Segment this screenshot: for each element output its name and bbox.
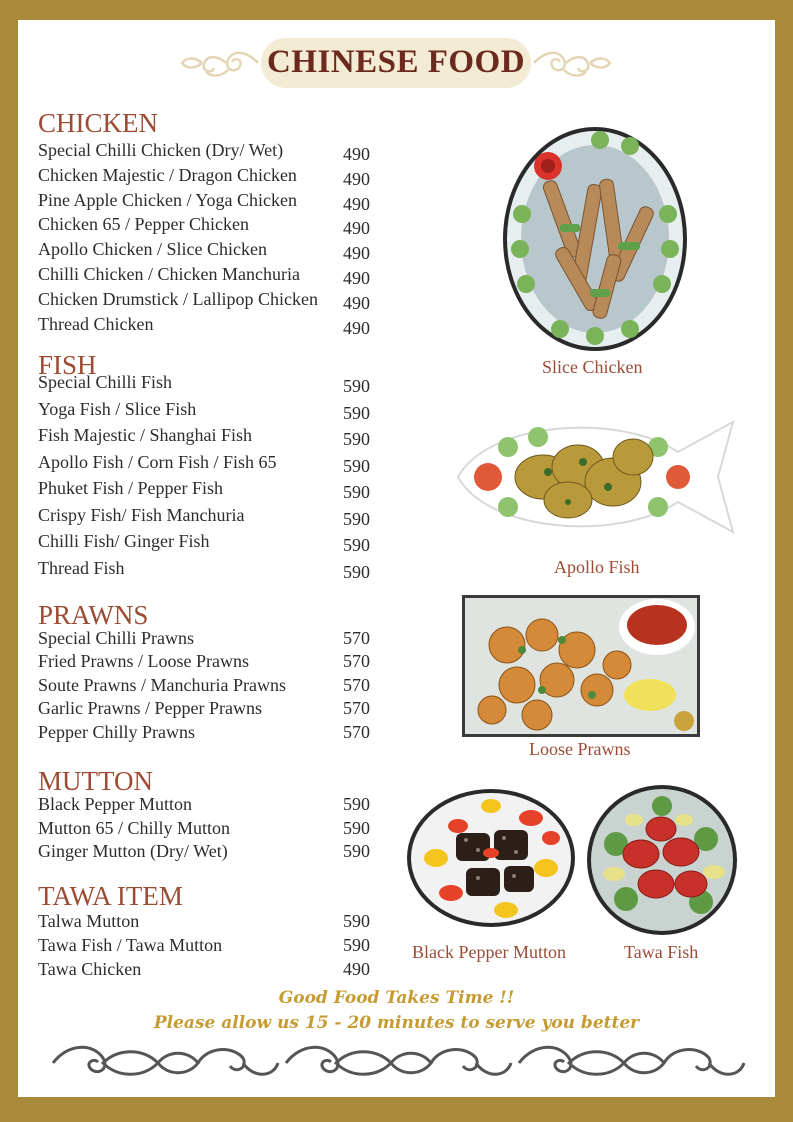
menu-item <box>38 957 378 981</box>
menu-item <box>38 450 378 477</box>
tawa-fish-photo <box>586 784 738 936</box>
item-name: Pine Apple Chicken / Yoga Chicken <box>38 189 297 210</box>
item-price: 590 <box>343 402 370 423</box>
item-price: 570 <box>343 698 370 719</box>
menu-item <box>38 626 378 649</box>
item-price: 590 <box>343 817 370 838</box>
item-name: Fish Majestic / Shanghai Fish <box>38 425 253 445</box>
menu-item <box>38 720 378 743</box>
bottom-ornament-icon <box>48 1038 748 1088</box>
menu-item <box>38 262 378 287</box>
menu-item <box>38 503 378 530</box>
right-flourish-icon <box>532 46 616 80</box>
item-name: Special Chilli Chicken (Dry/ Wet) <box>38 140 284 160</box>
menu-item <box>38 816 378 840</box>
item-price: 590 <box>343 935 370 955</box>
item-name: Chicken 65 / Pepper Chicken <box>38 214 249 235</box>
page-title: CHINESE FOOD <box>266 44 526 80</box>
caption-slice-chicken: Slice Chicken <box>542 357 643 377</box>
item-price: 490 <box>343 292 370 313</box>
menu-item <box>38 188 378 213</box>
menu-item <box>38 529 378 556</box>
caption-loose-prawns: Loose Prawns <box>529 739 631 759</box>
item-name: Chilli Fish/ Ginger Fish <box>38 531 210 551</box>
item-price: 490 <box>343 243 370 264</box>
item-price: 570 <box>343 628 370 648</box>
item-name: Fried Prawns / Loose Prawns <box>38 651 249 672</box>
item-name: Chicken Drumstick / Lallipop Chicken <box>38 288 318 309</box>
menu-item <box>38 909 378 933</box>
item-price: 590 <box>343 455 370 476</box>
caption-black-pepper-mutton: Black Pepper Mutton <box>412 942 566 962</box>
menu-item <box>38 138 378 163</box>
item-price: 590 <box>343 376 370 396</box>
item-name: Thread Fish <box>38 557 125 578</box>
item-price: 490 <box>343 168 370 189</box>
item-price: 490 <box>343 317 370 338</box>
item-price: 490 <box>343 218 370 239</box>
item-price: 590 <box>343 794 370 814</box>
item-price: 590 <box>343 911 370 931</box>
menu-item <box>38 649 378 672</box>
item-name: Ginger Mutton (Dry/ Wet) <box>38 841 228 862</box>
black-pepper-mutton-photo <box>406 788 576 928</box>
item-name: Special Chilli Prawns <box>38 628 194 648</box>
section-fish <box>38 350 378 582</box>
section-title: PRAWNS <box>38 600 149 630</box>
item-name: Talwa Mutton <box>38 911 140 931</box>
menu-item <box>38 792 378 816</box>
item-price: 590 <box>343 841 370 862</box>
item-name: Apollo Chicken / Slice Chicken <box>38 239 267 260</box>
item-name: Tawa Fish / Tawa Mutton <box>38 935 223 955</box>
menu-item <box>38 370 378 397</box>
section-mutton <box>38 766 378 863</box>
menu-item <box>38 696 378 719</box>
caption-tawa-fish: Tawa Fish <box>624 942 699 962</box>
item-name: Yoga Fish / Slice Fish <box>38 398 197 419</box>
section-title: FISH <box>38 350 97 380</box>
menu-item <box>38 287 378 312</box>
item-name: Black Pepper Mutton <box>38 794 192 814</box>
title-banner <box>18 38 775 90</box>
item-price: 590 <box>343 429 370 449</box>
item-price: 590 <box>343 508 370 529</box>
menu-item <box>38 163 378 188</box>
item-price: 570 <box>343 651 370 672</box>
menu-item <box>38 212 378 237</box>
section-title: MUTTON <box>38 766 154 796</box>
item-name: Pepper Chilly Prawns <box>38 721 195 742</box>
menu-item <box>38 933 378 957</box>
item-name: Crispy Fish/ Fish Manchuria <box>38 504 245 525</box>
item-price: 590 <box>343 482 370 502</box>
menu-item <box>38 423 378 450</box>
item-price: 570 <box>343 674 370 695</box>
menu-item <box>38 673 378 696</box>
item-price: 490 <box>343 144 370 164</box>
section-chicken <box>38 108 378 336</box>
item-price: 570 <box>343 721 370 742</box>
item-price: 490 <box>343 959 370 979</box>
menu-item <box>38 839 378 863</box>
left-flourish-icon <box>176 46 260 80</box>
menu-item <box>38 476 378 503</box>
item-price: 490 <box>343 267 370 288</box>
menu-item <box>38 237 378 262</box>
item-name: Garlic Prawns / Pepper Prawns <box>38 698 262 719</box>
item-name: Mutton 65 / Chilly Mutton <box>38 817 231 838</box>
caption-apollo-fish: Apollo Fish <box>554 557 640 577</box>
apollo-fish-photo <box>448 412 738 542</box>
item-name: Phuket Fish / Pepper Fish <box>38 478 224 498</box>
item-name: Tawa Chicken <box>38 959 142 979</box>
item-price: 590 <box>343 561 370 582</box>
menu-item <box>38 556 378 583</box>
section-title: TAWA ITEM <box>38 881 183 911</box>
item-name: Chicken Majestic / Dragon Chicken <box>38 164 297 185</box>
footer-note: Please allow us 15 - 20 minutes to serve you better <box>153 1013 640 1033</box>
item-price: 590 <box>343 535 370 555</box>
menu-page <box>18 20 775 1097</box>
item-name: Special Chilli Fish <box>38 372 173 392</box>
menu-item <box>38 397 378 424</box>
item-name: Apollo Fish / Corn Fish / Fish 65 <box>38 451 277 472</box>
section-prawns <box>38 600 378 743</box>
section-title: CHICKEN <box>38 108 158 138</box>
item-name: Soute Prawns / Manchuria Prawns <box>38 674 286 695</box>
item-name: Chilli Chicken / Chicken Manchuria <box>38 263 300 284</box>
footer-tagline: Good Food Takes Time !! <box>278 988 515 1008</box>
loose-prawns-photo <box>462 595 700 737</box>
menu-item <box>38 312 378 337</box>
section-tawa-item <box>38 881 378 981</box>
item-price: 490 <box>343 193 370 214</box>
item-name: Thread Chicken <box>38 313 154 334</box>
slice-chicken-photo <box>500 124 690 354</box>
